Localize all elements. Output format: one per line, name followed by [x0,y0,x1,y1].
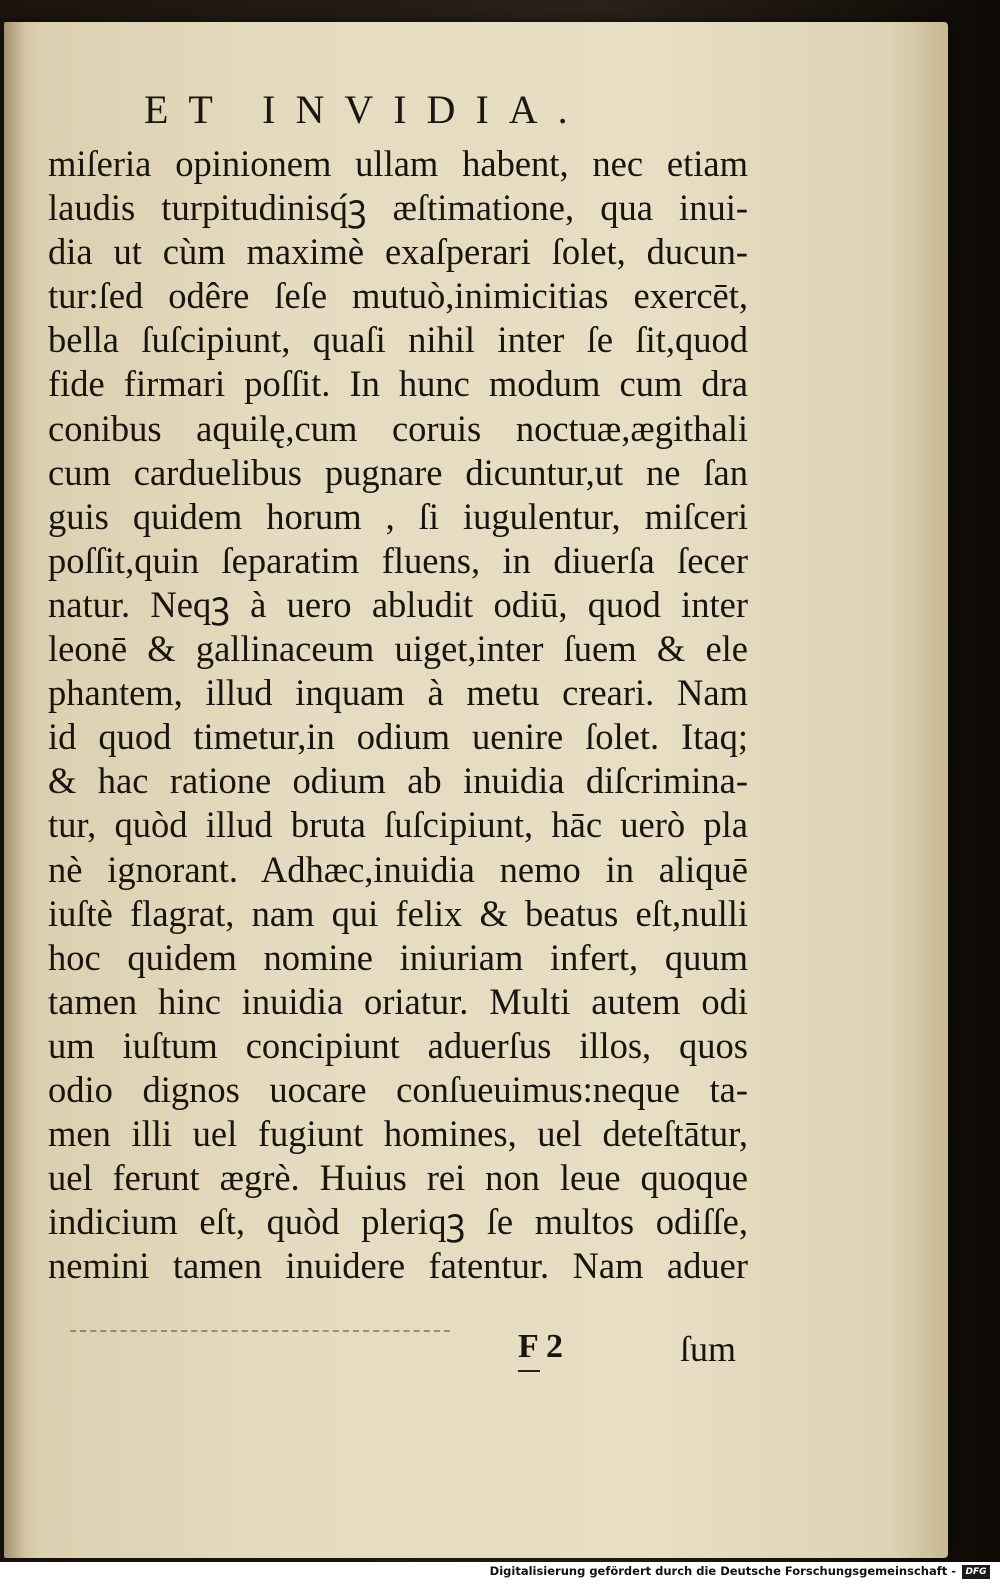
text-line: guis quidem horum , ſi iugulentur, miſceri [48,495,748,537]
text-line: leonē & gallinaceum uiget,inter ſuem & ele [48,628,748,670]
text-line: tamen hinc inuidia oriatur. Multi autem odi [48,980,748,1022]
text-line: bella ſuſcipiunt, quaſi nihil inter ſe ſit,quod [48,319,748,361]
text-line: poſſit,quin ſeparatim fluens, in diuerſa ſecer [48,539,748,581]
text-line: men illi uel fugiunt homines, uel deteſtātur, [48,1113,748,1155]
text-line: hoc quidem nomine iniuriam infert, quum [48,936,748,978]
text-line: nemini tamen inuidere fatentur. Nam aduer [48,1245,748,1287]
text-line: miſeria opinionem ullam habent, nec etiam [48,143,748,184]
body-text [48,142,748,1288]
text-line: nè ignorant. Adhæc,inuidia nemo in aliquē [48,848,748,890]
book-page [4,22,948,1558]
signature-mark: F 2 [518,1328,564,1365]
text-line: cum carduelibus pugnare dicuntur,ut ne ſan [48,451,748,493]
text-line: laudis turpitudinisq́ꝫ æſtimatione, qua inui- [48,187,748,229]
text-line: uel ferunt ægrè. Huius rei non leue quoque [48,1157,748,1199]
footer-credit: Digitalisierung gefördert durch die Deutsche Forschungsgemeinschaft - [489,1564,956,1578]
text-line: odio dignos uocare conſueuimus:neque ta- [48,1068,748,1110]
signature-underline [518,1370,540,1372]
text-line: indicium eſt, quòd pleriqꝫ ſe multos odiſſe, [48,1201,748,1243]
catchword: ſum [680,1329,737,1369]
text-line: iuſtè flagrat, nam qui felix & beatus eſt,nulli [48,892,748,934]
faded-rule [70,1330,450,1332]
dfg-logo-icon: DFG [962,1565,990,1579]
text-line: dia ut cùm maximè exaſperari ſolet, ducun- [48,231,748,273]
text-line: tur:ſed odêre ſeſe mutuò,inimicitias exercēt, [48,275,748,317]
text-line: conibus aquilę,cum coruis noctuæ,ægithali [48,407,748,449]
text-line: natur. Neqꝫ à uero abludit odiū, quod inter [48,583,748,625]
text-line: & hac ratione odium ab inuidia diſcrimina- [48,760,748,802]
running-head: ET INVIDIA. [144,87,588,132]
text-line: phantem, illud inquam à metu creari. Nam [48,672,748,714]
spine-shadow [4,22,26,1558]
text-line: id quod timetur,in odium uenire ſolet. Itaq; [48,716,748,758]
text-line: tur, quòd illud bruta ſuſcipiunt, hāc uerò pla [48,804,748,846]
text-line: fide firmari poſſit. In hunc modum cum dra [48,363,748,405]
footer-bar [0,1562,1000,1584]
text-line: um iuſtum concipiunt aduerſus illos, quos [48,1024,748,1066]
